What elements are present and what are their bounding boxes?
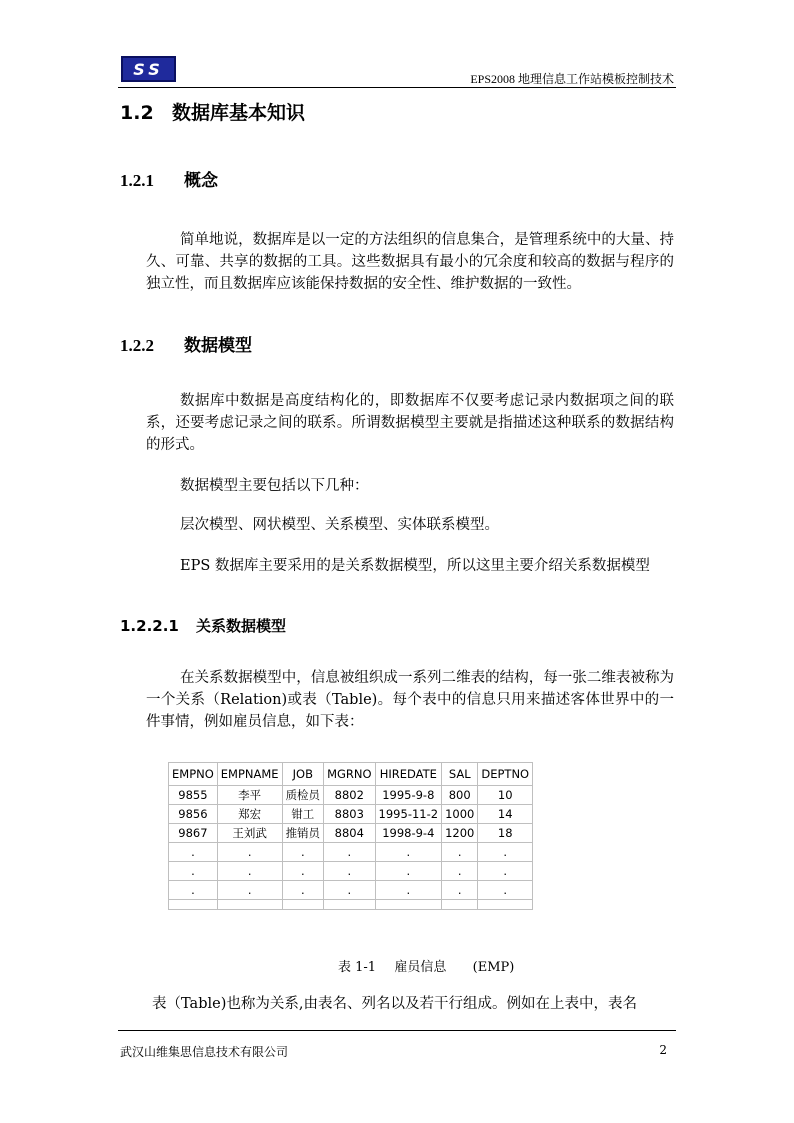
table-cell: 9856 — [169, 805, 218, 824]
table-row — [169, 805, 533, 824]
company-logo — [121, 56, 176, 82]
paragraph-table-definition: 表（Table)也称为关系,由表名、列名以及若干行组成。例如在上表中，表名 — [152, 996, 637, 1012]
section-number: 1.2.1 — [120, 171, 154, 190]
table-row — [169, 843, 533, 862]
table-caption — [338, 956, 514, 975]
column-header: DEPTNO — [478, 763, 533, 786]
section-heading-1-2 — [120, 98, 305, 125]
table-cell: 1998-9-4 — [375, 824, 442, 843]
table-row — [169, 881, 533, 900]
table-cell: 14 — [478, 805, 533, 824]
table-row — [169, 824, 533, 843]
table-cell: . — [282, 843, 324, 862]
table-cell: 王刘武 — [217, 824, 282, 843]
table-cell: . — [324, 862, 375, 881]
footer-rule — [118, 1030, 676, 1031]
table-cell: . — [442, 862, 478, 881]
table-cell-empty — [442, 900, 478, 910]
page-number: 2 — [659, 1043, 667, 1057]
table-cell: . — [478, 881, 533, 900]
table-cell: 9867 — [169, 824, 218, 843]
table-cell-empty — [169, 900, 218, 910]
employee-table — [168, 762, 533, 910]
table-cell: 推销员 — [282, 824, 324, 843]
paragraph-eps-model: EPS 数据库主要采用的是关系数据模型，所以这里主要介绍关系数据模型 — [180, 558, 650, 574]
table-cell: . — [478, 843, 533, 862]
table-cell: . — [478, 862, 533, 881]
section-title: 数据库基本知识 — [172, 102, 306, 124]
table-cell: 1995-9-8 — [375, 786, 442, 805]
table-cell: 李平 — [217, 786, 282, 805]
paragraph-data-model: 数据库中数据是高度结构化的，即数据库不仅要考虑记录内数据项之间的联系，还要考虑记录之间的联系。所谓数据模型主要就是指描述这种联系的数据结构的形式。 — [146, 393, 674, 453]
table-cell: . — [324, 843, 375, 862]
header-title: EPS2008 地理信息工作站模板控制技术 — [470, 72, 674, 86]
paragraph-model-types: 层次模型、网状模型、关系模型、实体联系模型。 — [180, 517, 499, 533]
table-cell-empty — [282, 900, 324, 910]
table-cell: . — [375, 843, 442, 862]
table-cell: . — [375, 881, 442, 900]
table-header-row — [169, 763, 533, 786]
table-cell: 1995-11-2 — [375, 805, 442, 824]
table-cell: . — [282, 881, 324, 900]
table-cell: 18 — [478, 824, 533, 843]
column-header: EMPNAME — [217, 763, 282, 786]
section-heading-1-2-2-1 — [120, 615, 286, 636]
table-cell: . — [375, 862, 442, 881]
section-number: 1.2 — [120, 102, 154, 124]
table-cell: . — [169, 862, 218, 881]
table-cell: 8803 — [324, 805, 375, 824]
logo-text: SS — [133, 59, 164, 79]
table-cell: 8804 — [324, 824, 375, 843]
header-rule — [118, 87, 676, 88]
section-title: 概念 — [184, 171, 218, 191]
table-row — [169, 862, 533, 881]
table-cell: . — [169, 881, 218, 900]
table-cell: 10 — [478, 786, 533, 805]
table-cell: 质检员 — [282, 786, 324, 805]
table-cell: 8802 — [324, 786, 375, 805]
table-cell: 800 — [442, 786, 478, 805]
column-header: EMPNO — [169, 763, 218, 786]
table-row-empty — [169, 900, 533, 910]
paragraph-relational-model: 在关系数据模型中，信息被组织成一系列二维表的结构，每一张二维表被称为一个关系（Relation)或表（Table)。每个表中的信息只用来描述客体世界中的一件事情，例如雇员信息，如下表： — [146, 670, 674, 730]
caption-number: 表 1-1 — [338, 960, 377, 975]
table-cell-empty — [217, 900, 282, 910]
table-cell: 1200 — [442, 824, 478, 843]
table-row — [169, 786, 533, 805]
table-cell: . — [169, 843, 218, 862]
paragraph-concept: 简单地说，数据库是以一定的方法组织的信息集合，是管理系统中的大量、持久、可靠、共享的数据的工具。这些数据具有最小的冗余度和较高的数据与程序的独立性，而且数据库应该能保持数据的安全性、维护数据的一致性。 — [146, 232, 674, 292]
column-header: JOB — [282, 763, 324, 786]
table-cell-empty — [478, 900, 533, 910]
caption-title: 雇员信息 — [394, 960, 447, 975]
table-cell: 钳工 — [282, 805, 324, 824]
table-cell: 1000 — [442, 805, 478, 824]
section-title: 数据模型 — [184, 336, 252, 356]
footer-company: 武汉山维集思信息技术有限公司 — [120, 1045, 289, 1059]
caption-code: (EMP) — [472, 960, 515, 975]
column-header: MGRNO — [324, 763, 375, 786]
table-cell: . — [217, 862, 282, 881]
section-title: 关系数据模型 — [196, 617, 287, 635]
table-cell: . — [217, 843, 282, 862]
table-cell: . — [324, 881, 375, 900]
table-cell: 9855 — [169, 786, 218, 805]
section-heading-1-2-2 — [120, 331, 252, 356]
column-header: HIREDATE — [375, 763, 442, 786]
table-cell: . — [442, 843, 478, 862]
table-cell-empty — [375, 900, 442, 910]
section-heading-1-2-1 — [120, 166, 218, 191]
section-number: 1.2.2.1 — [120, 617, 179, 635]
table-cell: . — [217, 881, 282, 900]
column-header: SAL — [442, 763, 478, 786]
section-number: 1.2.2 — [120, 336, 154, 355]
table-cell: . — [282, 862, 324, 881]
table-cell-empty — [324, 900, 375, 910]
table-cell: . — [442, 881, 478, 900]
paragraph-model-types-intro: 数据模型主要包括以下几种： — [180, 478, 369, 494]
table-cell: 郑宏 — [217, 805, 282, 824]
